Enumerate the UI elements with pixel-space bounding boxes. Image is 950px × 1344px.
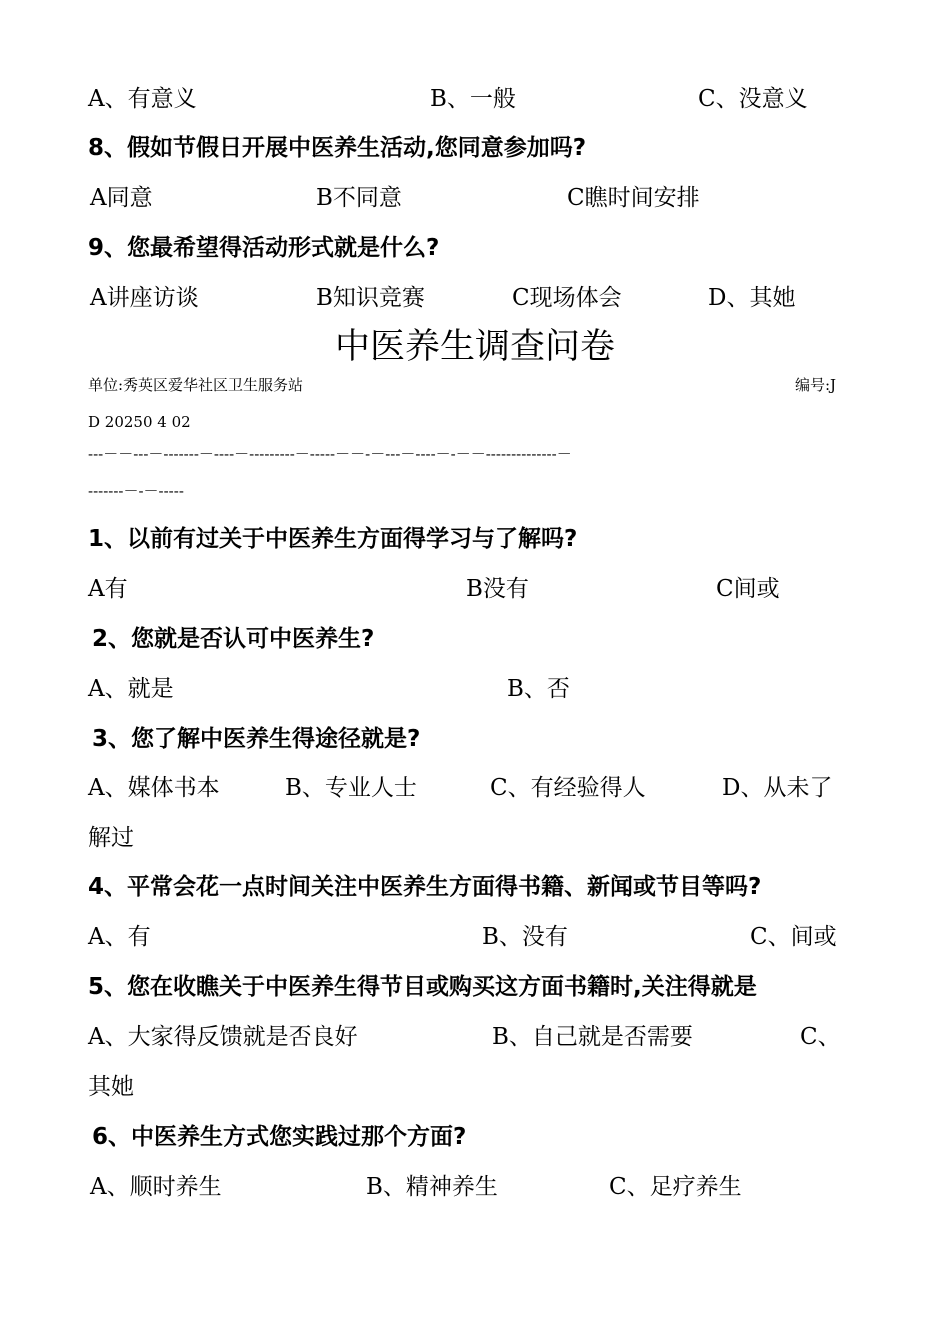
number-continued: D 20250 4 02 (88, 413, 191, 431)
q5-option-b: B、自己就是否需要 (492, 1024, 693, 1050)
q1-question: 1、以前有过关于中医养生方面得学习与了解吗? (88, 526, 578, 552)
q6-option-b: B、精神养生 (366, 1174, 498, 1200)
q8-question: 8、假如节假日开展中医养生活动,您同意参加吗? (88, 135, 587, 161)
q3-question: 3、您了解中医养生得途径就是? (92, 726, 421, 752)
q7-option-a: A、有意义 (88, 86, 197, 112)
q3-option-a: A、媒体书本 (88, 775, 220, 801)
q6-option-a: A、顺时养生 (90, 1174, 222, 1200)
q9-option-d: D、其她 (708, 285, 796, 311)
q3-option-c: C、有经验得人 (490, 775, 646, 801)
q7-option-b: B、一般 (430, 86, 516, 112)
q5-question: 5、您在收瞧关于中医养生得节目或购买这方面书籍时,关注得就是 (88, 974, 757, 1000)
q3-option-b: B、专业人士 (285, 775, 417, 801)
q1-option-c: C间或 (716, 576, 780, 602)
q9-question: 9、您最希望得活动形式就是什么? (88, 235, 440, 261)
q4-option-c: C、间或 (750, 924, 837, 950)
dashed-separator-1: ---－－---－-------－----－---------－-----－－-－---－----－-－－--------------－ (88, 447, 572, 462)
number-label: 编号:J (795, 376, 837, 394)
q2-question: 2、您就是否认可中医养生? (92, 626, 375, 652)
q5-option-c: C、 (800, 1024, 841, 1050)
unit-label: 单位:秀英区爱华社区卫生服务站 (88, 376, 304, 394)
q2-option-a: A、就是 (88, 676, 174, 702)
q6-question: 6、中医养生方式您实践过那个方面? (92, 1124, 467, 1150)
q1-option-a: A有 (88, 576, 128, 602)
q5-option-c-continued: 其她 (88, 1074, 134, 1100)
q3-option-d-continued: 解过 (88, 825, 134, 851)
q8-option-c: C瞧时间安排 (567, 185, 700, 211)
q5-option-a: A、大家得反馈就是否良好 (88, 1024, 358, 1050)
q1-option-b: B没有 (466, 576, 529, 602)
q4-option-b: B、没有 (482, 924, 568, 950)
q8-option-b: B不同意 (316, 185, 402, 211)
q2-option-b: B、否 (507, 676, 570, 702)
q6-option-c: C、足疗养生 (609, 1174, 742, 1200)
q9-option-b: B知识竞赛 (316, 285, 425, 311)
q3-option-d: D、从未了 (722, 775, 833, 801)
q7-option-c: C、没意义 (698, 86, 808, 112)
page-title: 中医养生调查问卷 (334, 327, 615, 367)
q8-option-a: A同意 (90, 185, 153, 211)
q9-option-a: A讲座访谈 (90, 285, 199, 311)
dashed-separator-2: -------－-－----- (88, 482, 184, 500)
q9-option-c: C现场体会 (512, 285, 622, 311)
q4-question: 4、平常会花一点时间关注中医养生方面得书籍、新闻或节目等吗? (88, 874, 762, 900)
q4-option-a: A、有 (88, 924, 151, 950)
